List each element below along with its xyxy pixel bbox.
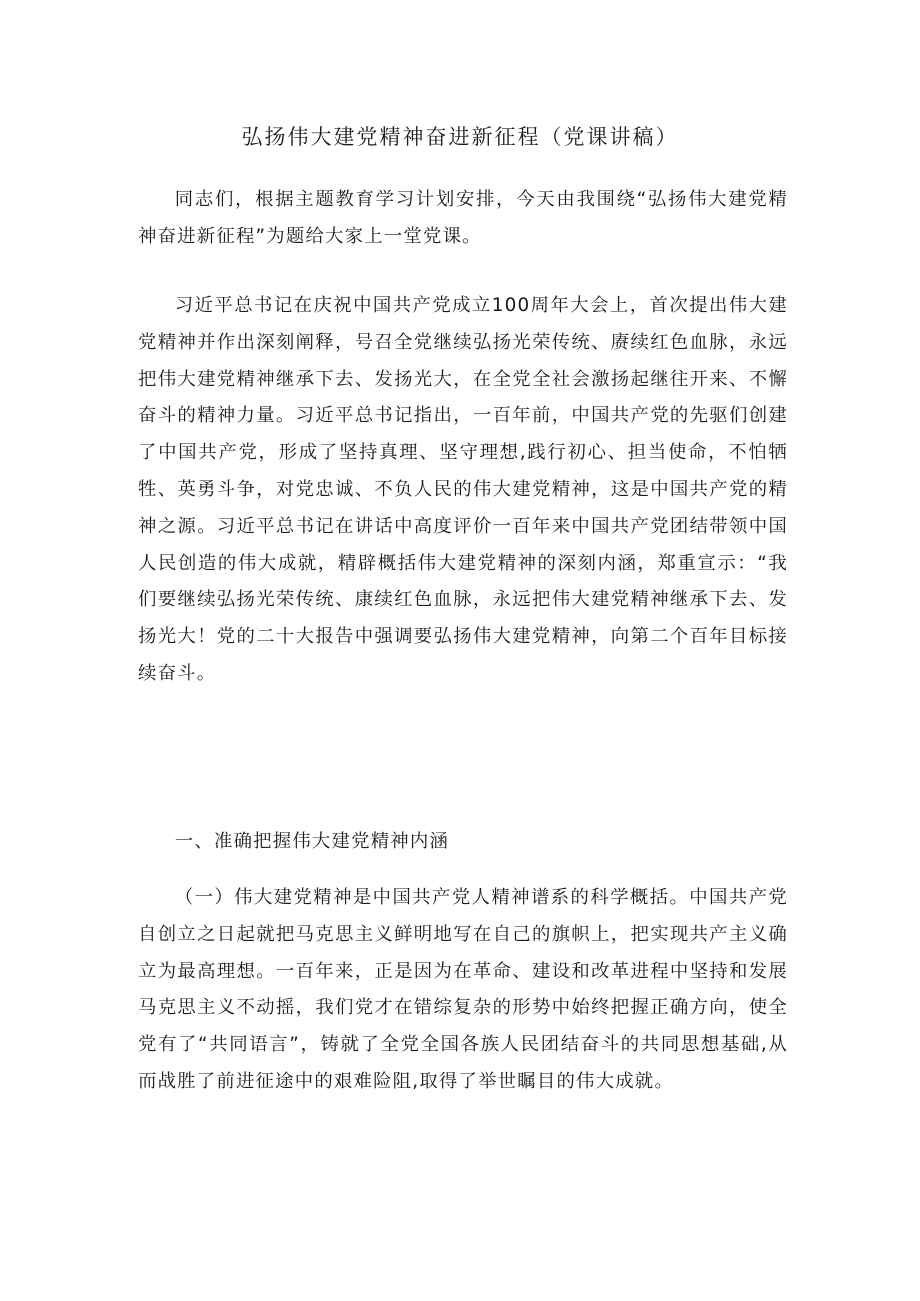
paragraph-intro: 同志们，根据主题教育学习计划安排，今天由我围绕“弘扬伟大建党精神奋进新征程”为题给大家上一堂党课。 xyxy=(138,189,788,247)
section-heading: 一、准确把握伟大建党精神内涵 xyxy=(174,831,450,852)
paragraph-main: 习近平总书记在庆祝中国共产党成立100周年大会上，首次提出伟大建党精神并作出深刻阐释，号召全党继续弘扬光荣传统、赓续红色血脉，永远把伟大建党精神继承下去、发扬光大，在全党全社会激扬起继往开来、不懈奋斗的精神力量。习近平总书记指出，一百年前，中国共产党的先驱们创建了中国共产党，形成了坚持真理、坚守理想,践行初心、担当使命，不怕牺牲、英勇斗争，对党忠诚、不负人民的伟大建党精神，这是中国共产党的精神之源。习近平总书记在讲话中高度评价一百年来中国共产党团结带领中国人民创造的伟大成就，精辟概括伟大建党精神的深刻内涵，郑重宣示：“我们要继续弘扬光荣传统、康续红色血脉，永远把伟大建党精神继承下去、发扬光大！党的二十大报告中强调要弘扬伟大建党精神，向第二个百年目标接续奋斗。 xyxy=(138,295,788,684)
section-paragraph: （一）伟大建党精神是中国共产党人精神谱系的科学概括。中国共产党自创立之日起就把马克思主义鲜明地写在自己的旗帜上，把实现共产主义确立为最高理想。一百年来，正是因为在革命、建设和改革进程中坚持和发展马克思主义不动摇，我们党才在错综复杂的形势中始终把握正确方向，使全党有了“共同语言”，铸就了全党全国各族人民团结奋斗的共同思想基础,从而战胜了前进征途中的艰难险阻,取得了举世瞩目的伟大成就。 xyxy=(138,887,788,1092)
document-title: 弘扬伟大建党精神奋进新征程（党课讲稿） xyxy=(241,125,679,149)
